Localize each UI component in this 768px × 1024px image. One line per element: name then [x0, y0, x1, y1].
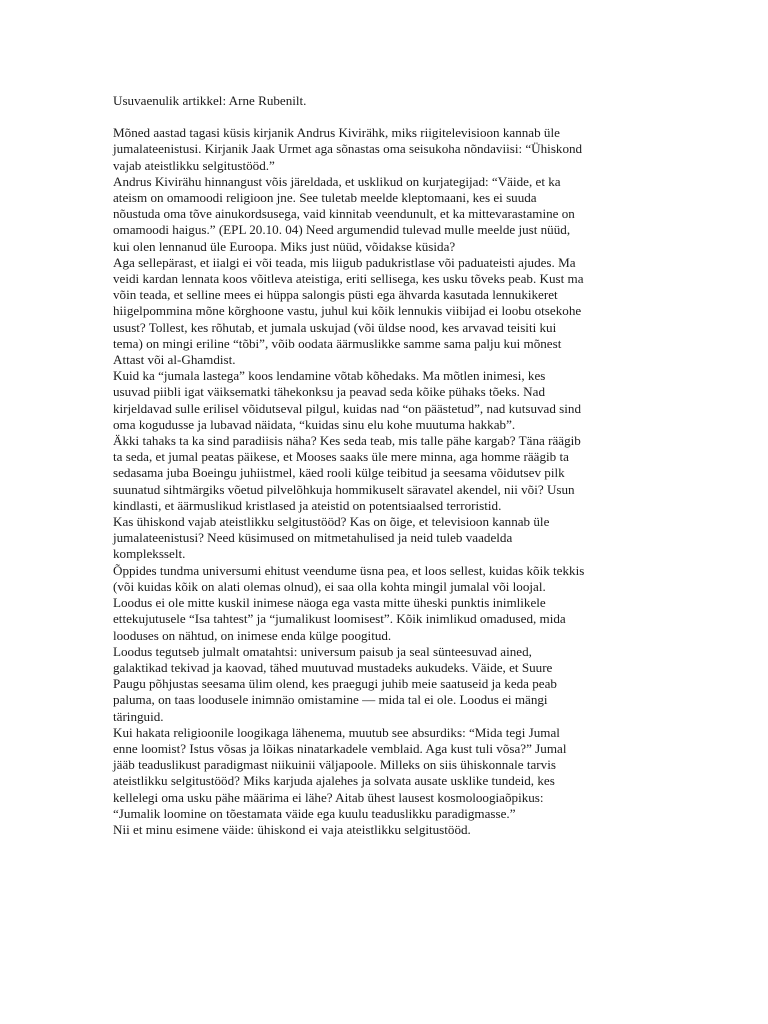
text-line: täringuid. — [113, 708, 164, 724]
text-line: hiigelpommina mõne kõrghoone vastu, juhul kui kõik lennukis viibijad ei loobu otsekohe — [113, 303, 582, 319]
text-line: kellelegi oma usku pähe määrima ei lähe? Aitab ühest lausest kosmoloogiaõpikus: — [113, 789, 544, 805]
paragraph — [113, 563, 673, 595]
paragraph — [113, 514, 673, 563]
text-line: nõustuda oma tõve ainukordsusega, vaid kinnitab veendunult, et ka mittevarastamine on — [113, 206, 575, 222]
text-line: looduses on nähtud, on inimese enda külge poogitud. — [113, 627, 392, 643]
text-line: Kuid ka “jumala lastega” koos lendamine võtab kõhedaks. Ma mõtlen inimesi, kes — [113, 368, 546, 384]
text-line: jumalateenistusi. Kirjanik Jaak Urmet aga sõnastas oma seisukoha nõndaviisi: “Ühiskond — [113, 141, 583, 157]
text-line: “Jumalik loomine on tõestamata väide ega kuulu teaduslikku paradigmasse.” — [113, 805, 516, 821]
paragraph — [113, 433, 673, 514]
text-line: Mõned aastad tagasi küsis kirjanik Andrus Kivirähk, miks riigitelevisioon kannab üle — [113, 125, 560, 141]
text-line: Nii et minu esimene väide: ühiskond ei vaja ateistlikku selgitustööd. — [113, 821, 471, 837]
paragraph — [113, 725, 673, 822]
text-line: veidi kardan lennata koos võitleva ateistiga, eriti sellisega, kes usku tõveks peab. Kust ma — [113, 271, 584, 287]
paragraph — [113, 125, 673, 174]
text-line: (või kuidas kõik on alati olemas olnud), ei saa olla kohta mingil jumalal või loojal. — [113, 578, 546, 594]
text-line: enne loomist? Istus võsas ja lõikas ninatarkadele vemblaid. Aga kust tuli võsa?” Jumal — [113, 740, 567, 756]
document-page — [113, 93, 673, 838]
text-line: Kui hakata religioonile loogikaga lähenema, muutub see absurdiks: “Mida tegi Jumal — [113, 724, 560, 740]
text-line: jumalateenistusi? Need küsimused on mitmetahulised ja neid tuleb vaadelda — [113, 530, 513, 546]
text-line: ateism on omamoodi religioon jne. See tuletab meelde kleptomaani, kes ei suuda — [113, 190, 537, 206]
text-line: vajab ateistlikku selgitustööd.” — [113, 157, 275, 173]
paragraph — [113, 174, 673, 255]
text-line: Kas ühiskond vajab ateistlikku selgitustööd? Kas on õige, et televisioon kannab üle — [113, 514, 550, 530]
text-line: paluma, on taas loodusele inimnäo omistamine — mida tal ei ole. Loodus ei mängi — [113, 692, 548, 708]
text-line: ateistlikku selgitustööd? Miks karjuda ajalehes ja solvata ausate usklike tundeid, kes — [113, 773, 555, 789]
paragraph — [113, 822, 673, 838]
text-line: ta seda, et jumal peatas päikese, et Mooses saaks üle mere minna, aga homme räägib ta — [113, 449, 569, 465]
text-line: Loodus tegutseb julmalt omatahtsi: universum paisub ja seal sünteesuvad ained, — [113, 643, 532, 659]
text-line: tema) on mingi eriline “tõbi”, võib oodata äärmuslikke samme sama palju kui mõnest — [113, 335, 562, 351]
text-line: ettekujutusele “Isa tahtest” ja “jumalikust loomisest”. Kõik inimlikud omadused, mida — [113, 611, 566, 627]
text-line: omamoodi haigus.” (EPL 20.10. 04) Need argumendid tulevad mulle meelde just nüüd, — [113, 222, 571, 238]
text-line: jääb teaduslikust paradigmast niikuinii väljapoole. Milleks on siis ühiskonnale tarvis — [113, 757, 556, 773]
text-line: usuvad piibli igat väiksematki tähekonksu ja peavad seda kõike pühaks tõeks. Nad — [113, 384, 545, 400]
text-line: Õppides tundma universumi ehitust veendume üsna pea, et loos sellest, kuidas kõik tekkis — [113, 562, 585, 578]
paragraph — [113, 255, 673, 368]
paragraph — [113, 644, 673, 725]
text-line: kui olen lennanud üle Euroopa. Miks just nüüd, võidakse küsida? — [113, 238, 456, 254]
text-line: võin teada, et selline mees ei hüppa salongis püsti ega ähvarda kasutada lennukikeret — [113, 287, 558, 303]
paragraph — [113, 368, 673, 433]
text-line: usust? Tollest, kes rõhutab, et jumala uskujad (või üldse nood, kes arvavad teisiti kui — [113, 319, 557, 335]
text-line: Andrus Kivirähu hinnangust võis järeldada, et usklikud on kurjategijad: “Väide, et ka — [113, 173, 561, 189]
paragraph — [113, 595, 673, 644]
text-line: galaktikad tekivad ja kaovad, tähed muutuvad mustadeks aukudeks. Väide, et Suure — [113, 659, 553, 675]
text-line: Attast või al-Ghamdist. — [113, 352, 236, 368]
text-line: kirjeldavad sulle erilisel võidutseval pilgul, kuidas nad “on päästetud”, nad kutsuvad sind — [113, 400, 581, 416]
text-line: sedasama juba Boeingu juhiistmel, käed rooli külge teibitud ja seesama võidutsev pilk — [113, 465, 565, 481]
text-line: Aga sellepärast, et iialgi ei või teada, mis liigub padukristlase või paduateisti ajudes. Ma — [113, 254, 576, 270]
text-line: Äkki tahaks ta ka sind paradiisis näha? Kes seda teab, mis talle pähe kargab? Täna räägib — [113, 433, 581, 449]
text-line: suunatud sihtmärgiks võetud pilvelõhkuja hommikuselt säravatel akendel, nii või? Usun — [113, 481, 575, 497]
text-line: oma kogudusse ja lubavad näidata, “kuidas sinu elu kohe muutuma hakkab”. — [113, 416, 516, 432]
text-line: kompleksselt. — [113, 546, 186, 562]
text-line: kindlasti, et äärmuslikud kristlased ja ateistid on potentsiaalsed terroristid. — [113, 497, 502, 513]
article-body — [113, 125, 673, 838]
article-title: Usuvaenulik artikkel: Arne Rubenilt. — [113, 93, 307, 108]
text-line: Paugu põhjustas seesama ülim olend, kes praegugi juhib meie saatuseid ja keda peab — [113, 676, 557, 692]
text-line: Loodus ei ole mitte kuskil inimese näoga ega vasta mitte üheski punktis inimlikele — [113, 595, 546, 611]
